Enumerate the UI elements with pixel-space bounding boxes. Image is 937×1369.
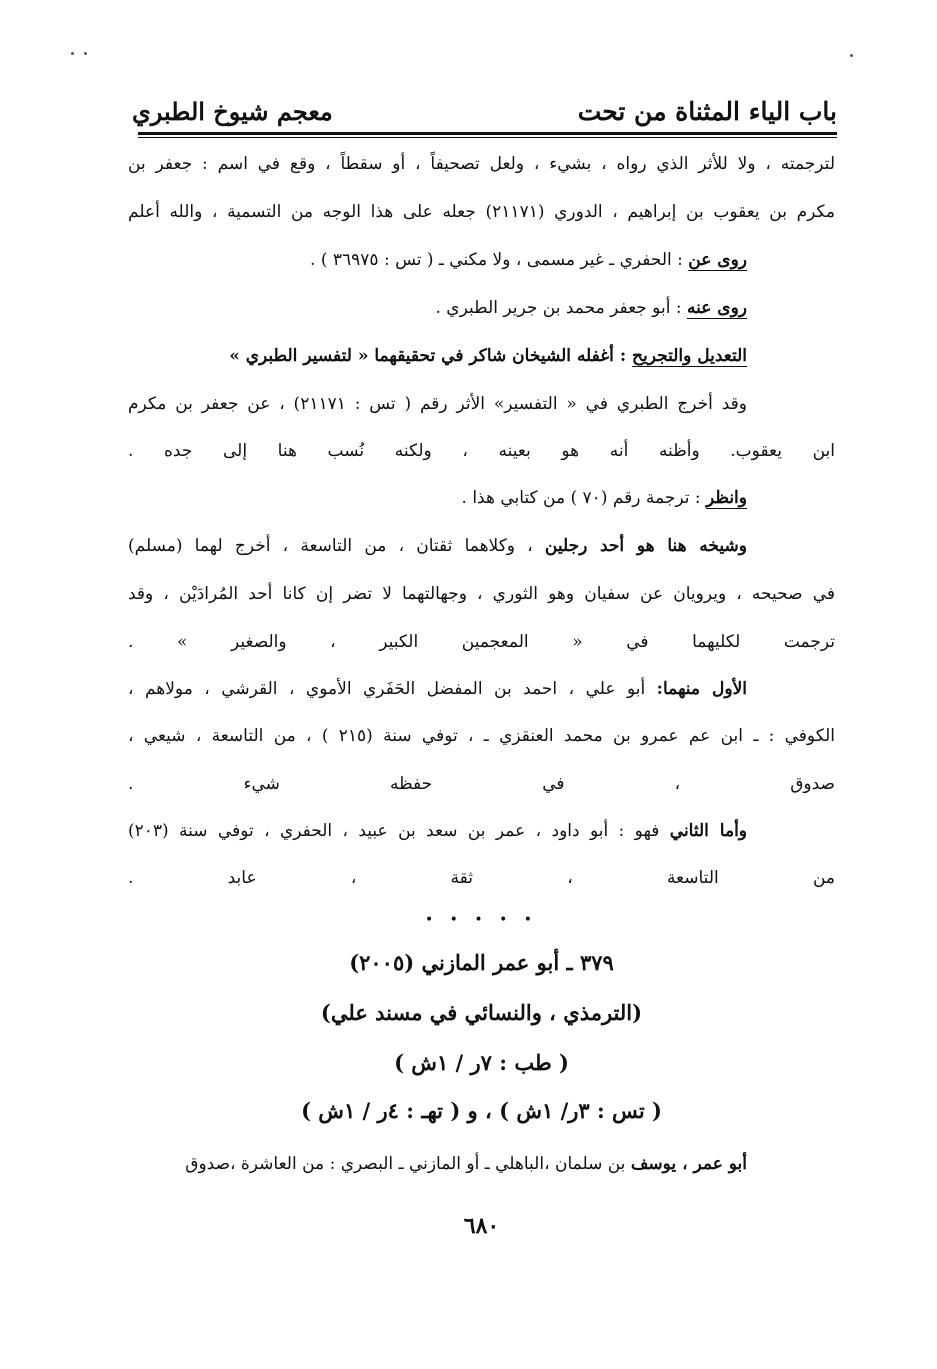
thani-line (128, 817, 747, 845)
awwal-bold: الأول منهما: (656, 679, 747, 699)
scan-speck (850, 54, 853, 57)
rawa-anhu-line (128, 294, 747, 322)
header-rule-thin (138, 137, 837, 138)
thani-text: فهو : أبو داود ، عمر بن سعد بن عبيد ، الحفري ، توفي سنة (٢٠٣) (128, 821, 670, 841)
awwal-line (128, 675, 747, 703)
text-line: ابن يعقوب. وأظنه أنه هو بعينه ، ولكنه نُسب هنا إلى جده . (128, 441, 835, 461)
text-line: لترجمته ، ولا للأثر الذي رواه ، بشيء ، ولعل تصحيفاً ، أو سقطاً ، وقع في اسم : جعفر بن (128, 154, 835, 174)
entry-text: بن سلمان ،الباهلي ـ أو المازني ـ البصري : من العاشرة ،صدوق (185, 1154, 631, 1174)
entry-title: ٣٧٩ ـ أبو عمر المازني (٢٠٠٥) (349, 950, 614, 975)
tadil-text: : أغفله الشيخان شاكر في تحقيقهما « لتفسير الطبري » (229, 346, 633, 366)
entry-code-1: ( طب : ٧ر / ١ش ) (394, 1050, 569, 1075)
entry-sources: (الترمذي ، والنسائي في مسند علي) (320, 1000, 643, 1025)
entry-code-2: ( تس : ٣ر/ ١ش ) ، و ( تهـ : ٤ر / ١ش ) (301, 1098, 662, 1123)
thani-bold: وأما الثاني (669, 821, 748, 841)
text-line: صدوق ، في حفظه شيء . (128, 774, 835, 794)
unzur-text: : ترجمة رقم (٧٠ ) من كتابي هذا . (461, 488, 706, 508)
text-line: ترجمت لكليهما في « المعجمين الكبير ، والصغير » . (128, 632, 835, 652)
text-line: وقد أخرج الطبري في « التفسير» الأثر رقم ( تس : ٢١١٧١) ، عن جعفر بن مكرم (128, 394, 747, 414)
rawa-anhu-text: : أبو جعفر محمد بن جرير الطبري . (435, 298, 687, 318)
entry-first-line (128, 1150, 747, 1178)
rawa-an-text: : الحفري ـ غير مسمى ، ولا مكني ـ ( تس : ٣٦٩٧٥ ) . (310, 250, 689, 270)
text-line: مكرم بن يعقوب بن إبراهيم ، الدوري (٢١١٧١) جعله على هذا الوجه من التسمية ، والله أعلم (128, 202, 836, 222)
rawa-anhu-label: روى عنه (686, 298, 747, 318)
text-line: الكوفي : ـ ابن عم عمرو بن محمد العنقزي ـ ، توفي سنة (٢١٥ ) ، من التاسعة ، شيعي ، (128, 726, 835, 746)
unzur-label: وانظر (706, 488, 747, 508)
tadil-label: التعديل والتجريح (632, 346, 747, 366)
rawa-an-line (128, 246, 747, 274)
chapter-title: باب الياء المثناة من تحت (577, 97, 837, 126)
header-rule (138, 132, 837, 135)
entry-name: أبو عمر ، يوسف (630, 1154, 747, 1174)
section-separator: • • • • • (424, 912, 539, 928)
shaykh-line (128, 532, 747, 560)
page-number: ٦٨٠ (463, 1213, 500, 1239)
page-header (132, 86, 837, 126)
book-title: معجم شيوخ الطبري (132, 97, 333, 126)
text-line: في صحيحه ، ويرويان عن سفيان وهو الثوري ، وجهالتهما لا تضر إن كانا أحد المُرادَيْن ، وقد (128, 584, 835, 604)
text-line: من التاسعة ، ثقة ، عابد . (128, 868, 835, 888)
scan-speck (71, 52, 74, 55)
shaykh-text: ، وكلاهما ثقتان ، من التاسعة ، أخرج لهما (مسلم) (128, 536, 545, 556)
tadil-line (128, 342, 747, 370)
shaykh-bold: وشيخه هنا هو أحد رجلين (544, 536, 747, 556)
awwal-text: أبو علي ، احمد بن المفضل الحَفَري الأموي ، القرشي ، مولاهم ، (128, 679, 657, 699)
unzur-line (128, 484, 747, 512)
rawa-an-label: روى عن (688, 250, 747, 270)
scan-speck (84, 52, 87, 55)
